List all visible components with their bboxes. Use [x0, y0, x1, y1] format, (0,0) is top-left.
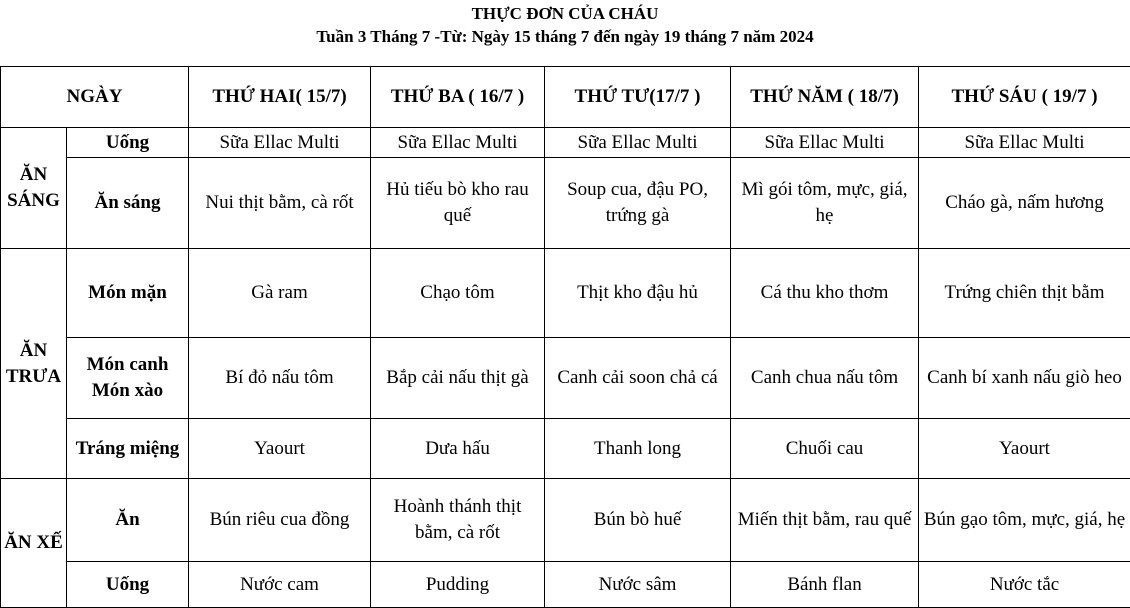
menu-cell: Yaourt — [919, 419, 1130, 479]
menu-cell: Bí đỏ nấu tôm — [189, 338, 371, 419]
menu-cell: Bún riêu cua đồng — [189, 479, 371, 562]
menu-cell: Cháo gà, nấm hương — [919, 158, 1130, 249]
menu-cell: Chạo tôm — [371, 249, 545, 338]
menu-cell: Miến thịt bằm, rau quế — [731, 479, 919, 562]
menu-cell: Soup cua, đậu PO, trứng gà — [545, 158, 731, 249]
menu-cell: Hủ tiếu bò kho rau quế — [371, 158, 545, 249]
menu-cell: Sữa Ellac Multi — [189, 128, 371, 158]
menu-cell: Canh chua nấu tôm — [731, 338, 919, 419]
menu-cell: Chuối cau — [731, 419, 919, 479]
meal-label-breakfast: ĂN SÁNG — [1, 128, 67, 249]
menu-cell: Mì gói tôm, mực, giá, hẹ — [731, 158, 919, 249]
menu-cell: Nước cam — [189, 562, 371, 608]
day-header-thu: THỨ NĂM ( 18/7) — [731, 67, 919, 128]
header-row — [1, 67, 1130, 128]
page-subtitle: Tuần 3 Tháng 7 -Từ: Ngày 15 tháng 7 đến ngày 19 tháng 7 năm 2024 — [0, 27, 1130, 47]
menu-cell: Bắp cải nấu thịt gà — [371, 338, 545, 419]
menu-cell: Hoành thánh thịt bằm, cà rốt — [371, 479, 545, 562]
page-title: THỰC ĐƠN CỦA CHÁU — [0, 4, 1130, 24]
row-label: Uống — [67, 562, 189, 608]
menu-cell: Pudding — [371, 562, 545, 608]
menu-cell: Thịt kho đậu hủ — [545, 249, 731, 338]
row-label: Ăn sáng — [67, 158, 189, 249]
menu-cell: Gà ram — [189, 249, 371, 338]
row-label: Tráng miệng — [67, 419, 189, 479]
table-row — [1, 249, 1130, 338]
menu-cell: Sữa Ellac Multi — [545, 128, 731, 158]
menu-cell: Trứng chiên thịt bằm — [919, 249, 1130, 338]
table-row — [1, 338, 1130, 419]
corner-cell: NGÀY — [1, 67, 189, 128]
menu-cell: Bánh flan — [731, 562, 919, 608]
row-label: Uống — [67, 128, 189, 158]
table-row — [1, 419, 1130, 479]
day-header-fri: THỨ SÁU ( 19/7 ) — [919, 67, 1130, 128]
menu-cell: Cá thu kho thơm — [731, 249, 919, 338]
menu-cell: Canh cải soon chả cá — [545, 338, 731, 419]
meal-label-snack: ĂN XẾ — [1, 479, 67, 608]
menu-cell: Nước sâm — [545, 562, 731, 608]
row-label: Ăn — [67, 479, 189, 562]
menu-cell: Bún bò huế — [545, 479, 731, 562]
menu-cell: Dưa hấu — [371, 419, 545, 479]
menu-cell: Bún gạo tôm, mực, giá, hẹ — [919, 479, 1130, 562]
menu-cell: Nui thịt bằm, cà rốt — [189, 158, 371, 249]
row-label: Món canh Món xào — [67, 338, 189, 419]
menu-cell: Nước tắc — [919, 562, 1130, 608]
row-label: Món mặn — [67, 249, 189, 338]
table-row — [1, 128, 1130, 158]
menu-cell: Yaourt — [189, 419, 371, 479]
table-row — [1, 158, 1130, 249]
day-header-mon: THỨ HAI( 15/7) — [189, 67, 371, 128]
menu-cell: Sữa Ellac Multi — [371, 128, 545, 158]
table-row — [1, 562, 1130, 608]
day-header-tue: THỨ BA ( 16/7 ) — [371, 67, 545, 128]
menu-cell: Canh bí xanh nấu giò heo — [919, 338, 1130, 419]
table-row — [1, 479, 1130, 562]
menu-cell: Thanh long — [545, 419, 731, 479]
meal-label-lunch: ĂN TRƯA — [1, 249, 67, 479]
day-header-wed: THỨ TƯ(17/7 ) — [545, 67, 731, 128]
menu-table — [0, 66, 1130, 608]
menu-cell: Sữa Ellac Multi — [731, 128, 919, 158]
menu-cell: Sữa Ellac Multi — [919, 128, 1130, 158]
